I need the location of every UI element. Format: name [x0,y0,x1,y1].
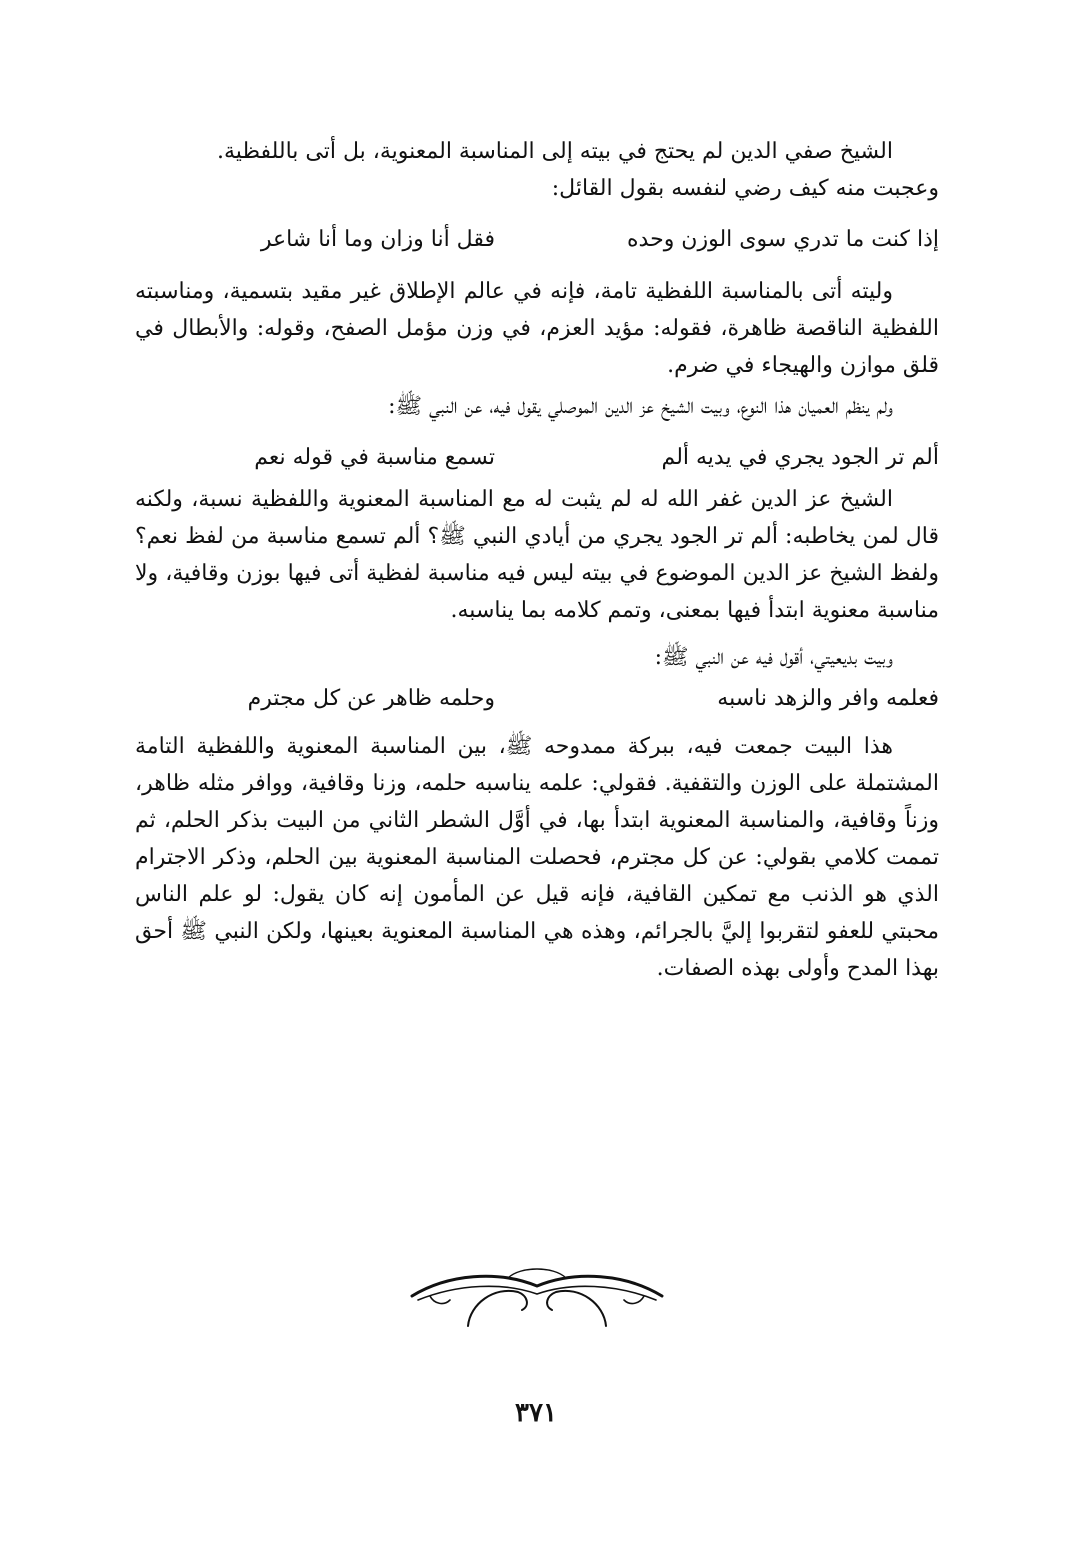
verse-first-hemistich: فعلمه وافر والزهد ناسبه [717,686,939,711]
paragraph: ولم ينظم العميان هذا النوع، وبيت الشيخ عز الدين الموصلي يقول فيه، عن النبي ﷺ: [388,394,893,419]
verse-second-hemistich: وحلمه ظاهر عن كل مجترم [247,686,495,711]
paragraph: الشيخ صفي الدين لم يحتج في بيته إلى المناسبة المعنوية، بل أتى باللفظية. [217,139,893,164]
verse-second-hemistich: تسمع مناسبة في قوله نعم [254,445,495,470]
verse-second-hemistich: فقل أنا وزان وما أنا شاعر [260,227,495,252]
poem-verse [135,217,939,263]
paragraph: وبيت بديعيتي، أقول فيه عن النبي ﷺ: [654,645,893,670]
poem-verse [135,435,939,481]
paragraph: وليته أتى بالمناسبة اللفظية تامة، فإنه في عالم الإطلاق غير مقيد بتسمية، ومناسبته اللفظية الناقصة ظاهرة، فقوله: مؤيد العزم، في وزن مؤمل الصفح، وقوله: والأبطال في قلق موازن والهيجاء في ضرم. [135,279,939,378]
paragraph: الشيخ عز الدين غفر الله له لم يثبت له مع المناسبة المعنوية واللفظية نسبة، ولكنه قال لمن يخاطبه: ألم تر الجود يجري من أيادي النبي ﷺ؟ ألم تسمع مناسبة من لفظ نعم؟ ولفظ الشيخ عز الدين الموضوع في بيته ليس فيه مناسبة لفظية أتى فيها بوزن وقافية، ولا مناسبة معنوية ابتدأ فيها بمعنى، وتمم كلامه بما يناسبه. [135,487,939,623]
paragraph: وعجبت منه كيف رضي لنفسه بقول القائل: [551,176,939,201]
poem-verse [135,676,939,722]
verse-first-hemistich: ألم تر الجود يجري في يديه ألم [661,445,939,470]
ornament-flourish-icon [408,1256,666,1332]
page-number: ٣٧١ [515,1398,557,1428]
verse-first-hemistich: إذا كنت ما تدري سوى الوزن وحده [627,227,939,252]
paragraph: هذا البيت جمعت فيه، ببركة ممدوحه ﷺ، بين المناسبة المعنوية واللفظية التامة المشتملة على الوزن والتقفية. فقولي: علمه يناسبه حلمه، وزنا وقافية، ووافر مثله ظاهر، وزناً وقافية، والمناسبة المعنوية ابتدأ بها، في أوَّل الشطر الثاني من البيت بذكر الحلم، ثم تممت كلامي بقولي: عن كل مجترم، فحصلت المناسبة المعنوية بين الحلم، وذكر الاجترام الذي هو الذنب مع تمكين القافية، فإنه قيل عن المأمون إنه كان يقول: لو علم الناس محبتي للعفو لتقربوا إليَّ بالجرائم، وهذه هي المناسبة المعنوية بعينها، ولكن النبي ﷺ أحق بهذا المدح وأولى بهذه الصفات. [135,734,939,981]
page-body [135,133,939,987]
